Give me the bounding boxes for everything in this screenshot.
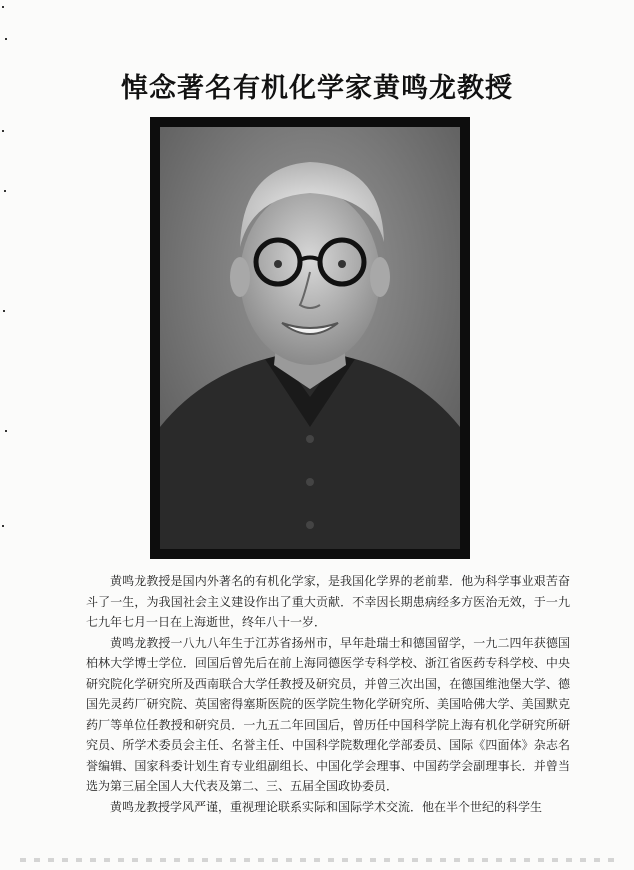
portrait-photo: [160, 127, 460, 549]
margin-mark: [4, 190, 6, 192]
margin-marks: [0, 0, 10, 870]
portrait-frame: [150, 117, 470, 559]
margin-mark: [3, 310, 5, 312]
paragraph: 黄鸣龙教授一八九八年生于江苏省扬州市，早年赴瑞士和德国留学，一九二四年获德国柏林大学博士学位．回国后曾先后在前上海同德医学专科学校、浙江省医药专科学校、中央研究院化学研究所及西南联合大学任教授及研究员，并曾三次出国，在德国维池堡大学、德国先灵药厂研究院、英国密得塞斯医院的医学院生物化学研究所、美国哈佛大学、美国默克药厂等单位任教授和研究员．一九五二年回国后，曾历任中国科学院上海有机化学研究所研究员、所学术委员会主任、名誉主任、中国科学院数理化学部委员、国际《四面体》杂志名誉编辑、国家科委计划生育专业组副组长、中国化学会理事、中国药学会副理事长．并曾当选为第三届全国人大代表及第二、三、五届全国政协委员．: [86, 635, 570, 793]
margin-mark: [5, 430, 7, 432]
margin-mark: [2, 6, 4, 8]
margin-mark: [2, 525, 4, 527]
page-title: 悼念著名有机化学家黄鸣龙教授: [121, 73, 513, 104]
article-body: [86, 571, 570, 817]
margin-mark: [5, 38, 7, 40]
paragraph: 黄鸣龙教授学风严谨，重视理论联系实际和国际学术交流．他在半个世纪的科学生: [110, 799, 543, 814]
margin-mark: [2, 130, 4, 132]
portrait-illustration: [160, 127, 460, 549]
scan-edge-noise: [20, 858, 620, 862]
paragraph: 黄鸣龙教授是国内外著名的有机化学家，是我国化学界的老前辈．他为科学事业艰苦奋斗了一生，为我国社会主义建设作出了重大贡献．不幸因长期患病经多方医治无效，于一九七九年七月一日在上海逝世，终年八十一岁．: [86, 574, 570, 629]
